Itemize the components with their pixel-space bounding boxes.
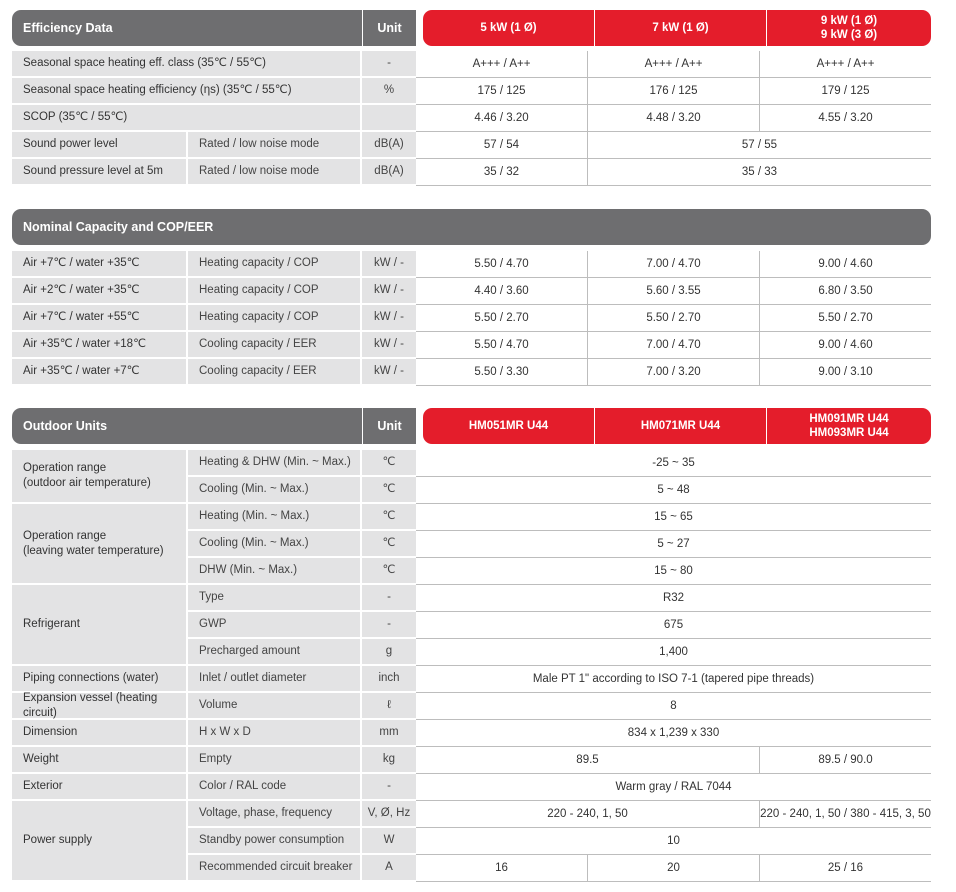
eff-row-unit: [362, 132, 416, 159]
outdoor-row-sublabel-text: Standby power consumption: [199, 834, 345, 846]
outdoor-row-unit-text: kg: [382, 753, 396, 765]
outdoor-row-13-value: [416, 774, 931, 801]
outdoor-row-unit: [362, 612, 416, 639]
outdoor-group-label: [12, 450, 188, 504]
unit-column-header: Unit: [362, 408, 416, 444]
outdoor-row-sublabel-text: Empty: [199, 753, 232, 765]
outdoor-row-2-value: [416, 477, 931, 504]
outdoor-row-1-value-text: -25 ~ 35: [652, 456, 695, 469]
outdoor-row-9-value-text: Male PT 1" according to ISO 7-1 (tapered pipe threads): [532, 672, 815, 685]
outdoor-row-sublabel: [188, 720, 362, 747]
nominal-row-4-value-1-text: 5.50 / 4.70: [474, 338, 529, 351]
outdoor-row-1-value: [416, 450, 931, 477]
nominal-row-2-value-3: [759, 278, 931, 305]
nominal-row-sublabel: [188, 305, 362, 332]
eff-row-label-text: SCOP (35℃ / 55℃): [23, 111, 128, 123]
eff-row-3-value-2-text: 4.48 / 3.20: [646, 111, 701, 124]
outdoor-row-unit-text: ℃: [382, 537, 396, 549]
eff-row-unit-text: dB(A): [374, 138, 404, 150]
nominal-row-sublabel: [188, 251, 362, 278]
outdoor-group-label: [12, 504, 188, 585]
outdoor-row-unit: [362, 774, 416, 801]
outdoor-row-unit-text: ℓ: [387, 699, 391, 711]
nominal-row-sublabel-text: Heating capacity / COP: [199, 311, 319, 323]
outdoor-row-sublabel: [188, 504, 362, 531]
nominal-row-sublabel: [188, 332, 362, 359]
outdoor-row-6-value: [416, 585, 931, 612]
nominal-row-label-text: Air +35℃ / water +7℃: [23, 365, 140, 377]
outdoor-row-unit: [362, 639, 416, 666]
outdoor-row-7-value-text: 675: [663, 618, 684, 631]
eff-row-3-value-1-text: 4.46 / 3.20: [474, 111, 529, 124]
outdoor-row-14-value-2: [759, 801, 931, 828]
section-title: Outdoor Units: [23, 419, 108, 433]
nominal-row-unit-text: kW / -: [373, 284, 405, 296]
outdoor-row-sublabel-text: Recommended circuit breaker: [199, 861, 353, 873]
eff-row-3-value-2: [587, 105, 759, 132]
nominal-row-2-value-1: [416, 278, 587, 305]
outdoor-row-unit: [362, 720, 416, 747]
outdoor-row-sublabel-text: Type: [199, 591, 224, 603]
efficiency-section: [12, 10, 931, 190]
nominal-row-label-text: Air +2℃ / water +35℃: [23, 284, 140, 296]
eff-row-unit-text: %: [383, 84, 395, 96]
nominal-row-3-value-3: [759, 305, 931, 332]
nominal-row-label-text: Air +35℃ / water +18℃: [23, 338, 146, 350]
outdoor-row-unit: [362, 801, 416, 828]
nominal-row-label: [12, 332, 188, 359]
eff-row-1-value-2: [587, 51, 759, 78]
outdoor-group-label: [12, 801, 188, 882]
outdoor-row-11-value-text: 834 x 1,239 x 330: [627, 726, 720, 739]
eff-row-2-value-2-text: 176 / 125: [649, 84, 698, 97]
nominal-row-label: [12, 359, 188, 386]
model-header-bar: [423, 10, 931, 46]
outdoor-row-sublabel: [188, 666, 362, 693]
eff-row-3-value-1: [416, 105, 587, 132]
eff-row-2-value-1-text: 175 / 125: [477, 84, 526, 97]
outdoor-row-unit: [362, 504, 416, 531]
outdoor-row-sublabel: [188, 612, 362, 639]
nominal-row-3-value-2: [587, 305, 759, 332]
nominal-row-sublabel-text: Heating capacity / COP: [199, 284, 319, 296]
outdoor-row-sublabel: [188, 531, 362, 558]
outdoor-row-sublabel: [188, 477, 362, 504]
outdoor-row-sublabel-text: H x W x D: [199, 726, 251, 738]
outdoor-group-label-text: Weight: [23, 753, 59, 765]
eff-row-2-value-3: [759, 78, 931, 105]
eff-row-5-value-2-text: 35 / 33: [741, 165, 778, 178]
outdoor-row-sublabel-text: Color / RAL code: [199, 780, 287, 792]
outdoor-group-label: [12, 747, 188, 774]
outdoor-row-unit: [362, 747, 416, 774]
eff-row-1-value-2-text: A+++ / A++: [644, 57, 703, 70]
eff-row-unit-text: dB(A): [374, 165, 404, 177]
outdoor-row-unit: [362, 666, 416, 693]
outdoor-group-label-text: Dimension: [23, 726, 78, 738]
outdoor-group-label-text: Refrigerant: [23, 618, 80, 630]
eff-row-label: [12, 159, 188, 186]
model-header-1: HM051MR U44: [468, 420, 549, 432]
outdoor-group-label-text: Operation range (outdoor air temperature): [23, 462, 151, 489]
outdoor-group-label-text: Power supply: [23, 834, 93, 846]
outdoor-row-7-value: [416, 612, 931, 639]
outdoor-row-sublabel-text: Heating & DHW (Min. ~ Max.): [199, 456, 351, 468]
outdoor-group-label: [12, 720, 188, 747]
nominal-row-4-value-3-text: 9.00 / 4.60: [818, 338, 873, 351]
outdoor-row-5-value: [416, 558, 931, 585]
eff-row-unit: [362, 159, 416, 186]
outdoor-row-2-value-text: 5 ~ 48: [657, 483, 690, 496]
nominal-row-unit: [362, 278, 416, 305]
outdoor-row-14-value-1: [416, 801, 759, 828]
nominal-row-unit: [362, 305, 416, 332]
eff-row-4-value-2-text: 57 / 55: [741, 138, 778, 151]
nominal-row-unit: [362, 251, 416, 278]
outdoor-row-5-value-text: 15 ~ 80: [654, 564, 693, 577]
outdoor-row-sublabel: [188, 558, 362, 585]
outdoor-row-sublabel: [188, 693, 362, 720]
nominal-row-label-text: Air +7℃ / water +35℃: [23, 257, 140, 269]
nominal-row-4-value-1: [416, 332, 587, 359]
nominal-row-3-value-1: [416, 305, 587, 332]
outdoor-row-12-value-2: [759, 747, 931, 774]
outdoor-group-label: [12, 585, 188, 666]
outdoor-row-unit-text: W: [383, 834, 395, 846]
outdoor-row-unit: [362, 477, 416, 504]
outdoor-row-10-value: [416, 693, 931, 720]
nominal-row-sublabel-text: Cooling capacity / EER: [199, 365, 317, 377]
eff-row-4-value-1-text: 57 / 54: [483, 138, 520, 151]
outdoor-row-unit: [362, 828, 416, 855]
section-header: [12, 408, 931, 444]
outdoor-row-16-value-2-text: 20: [667, 861, 680, 874]
outdoor-row-12-value-1: [416, 747, 759, 774]
nominal-row-unit-text: kW / -: [373, 338, 405, 350]
header-bar: [12, 408, 416, 444]
eff-row-unit: [362, 78, 416, 105]
eff-row-1-value-3-text: A+++ / A++: [816, 57, 875, 70]
outdoor-row-unit: [362, 585, 416, 612]
outdoor-row-sublabel-text: Cooling (Min. ~ Max.): [199, 483, 309, 495]
outdoor-row-11-value: [416, 720, 931, 747]
outdoor-row-unit: [362, 558, 416, 585]
outdoor-group-label-text: Piping connections (water): [23, 672, 159, 684]
eff-row-2-value-1: [416, 78, 587, 105]
outdoor-row-sublabel-text: Heating (Min. ~ Max.): [199, 510, 310, 522]
nominal-row-5-value-2: [587, 359, 759, 386]
nominal-row-3-value-3-text: 5.50 / 2.70: [818, 311, 873, 324]
eff-row-1-value-1: [416, 51, 587, 78]
nominal-row-5-value-2-text: 7.00 / 3.20: [646, 365, 701, 378]
eff-row-sublabel-text: Rated / low noise mode: [199, 138, 320, 150]
eff-row-sublabel: [188, 159, 362, 186]
nominal-row-label-text: Air +7℃ / water +55℃: [23, 311, 140, 323]
outdoor-row-unit-text: inch: [378, 672, 400, 684]
unit-column-header: Unit: [362, 10, 416, 46]
eff-row-label-text: Sound power level: [23, 138, 118, 150]
nominal-row-3-value-2-text: 5.50 / 2.70: [646, 311, 701, 324]
eff-row-1-value-1-text: A+++ / A++: [472, 57, 531, 70]
outdoor-group-label-text: Operation range (leaving water temperature): [23, 529, 164, 557]
model-header-3: 9 kW (1 Ø) 9 kW (3 Ø): [766, 10, 931, 46]
outdoor-row-9-value: [416, 666, 931, 693]
eff-row-4-value-2: [587, 132, 931, 159]
outdoor-row-sublabel-text: Precharged amount: [199, 645, 301, 657]
outdoor-row-13-value-text: Warm gray / RAL 7044: [615, 780, 732, 793]
outdoor-row-16-value-3: [759, 855, 931, 882]
eff-row-1-value-3: [759, 51, 931, 78]
eff-row-label: [12, 51, 362, 78]
model-header-bar: [423, 408, 931, 444]
nominal-row-sublabel: [188, 278, 362, 305]
outdoor-row-unit-text: V, Ø, Hz: [367, 807, 411, 819]
eff-row-label: [12, 78, 362, 105]
nominal-row-1-value-2-text: 7.00 / 4.70: [646, 257, 701, 270]
eff-row-label: [12, 132, 188, 159]
outdoor-row-15-value: [416, 828, 931, 855]
nominal-row-4-value-2-text: 7.00 / 4.70: [646, 338, 701, 351]
nominal-row-label: [12, 278, 188, 305]
eff-row-label: [12, 105, 362, 132]
outdoor-row-sublabel: [188, 801, 362, 828]
nominal-row-unit: [362, 359, 416, 386]
model-header-2: 7 kW (1 Ø): [594, 10, 766, 46]
outdoor-row-sublabel: [188, 585, 362, 612]
outdoor-group-label: [12, 666, 188, 693]
outdoor-row-sublabel-text: Inlet / outlet diameter: [199, 672, 307, 684]
model-header-1: 5 kW (1 Ø): [480, 22, 537, 34]
outdoor-row-sublabel: [188, 747, 362, 774]
section-title: Nominal Capacity and COP/EER: [23, 220, 214, 234]
outdoor-row-sublabel: [188, 828, 362, 855]
outdoor-units-section: [12, 408, 931, 888]
outdoor-row-3-value-text: 15 ~ 65: [654, 510, 693, 523]
outdoor-row-12-value-2-text: 89.5 / 90.0: [818, 753, 873, 766]
nominal-row-5-value-3: [759, 359, 931, 386]
nominal-row-unit-text: kW / -: [373, 365, 405, 377]
outdoor-row-unit-text: -: [387, 591, 391, 603]
eff-row-unit: [362, 105, 416, 132]
nominal-row-label: [12, 305, 188, 332]
nominal-row-1-value-3-text: 9.00 / 4.60: [818, 257, 873, 270]
outdoor-row-16-value-3-text: 25 / 16: [827, 861, 864, 874]
outdoor-row-unit: [362, 855, 416, 882]
eff-row-3-value-3-text: 4.55 / 3.20: [818, 111, 873, 124]
outdoor-row-unit-text: -: [387, 618, 391, 630]
outdoor-row-sublabel: [188, 639, 362, 666]
outdoor-row-3-value: [416, 504, 931, 531]
outdoor-row-unit-text: mm: [379, 726, 399, 738]
outdoor-row-unit-text: A: [385, 861, 393, 873]
eff-row-5-value-1-text: 35 / 32: [483, 165, 520, 178]
outdoor-row-14-value-2-text: 220 - 240, 1, 50 / 380 - 415, 3, 50: [760, 807, 931, 820]
eff-row-4-value-1: [416, 132, 587, 159]
nominal-row-2-value-3-text: 6.80 / 3.50: [818, 284, 873, 297]
nominal-row-2-value-2-text: 5.60 / 3.55: [646, 284, 701, 297]
outdoor-row-6-value-text: R32: [662, 591, 685, 604]
outdoor-row-sublabel: [188, 774, 362, 801]
outdoor-row-unit: [362, 450, 416, 477]
outdoor-row-unit-text: ℃: [382, 564, 396, 576]
outdoor-row-sublabel-text: GWP: [199, 618, 227, 630]
nominal-row-sublabel-text: Cooling capacity / EER: [199, 338, 317, 350]
nominal-capacity-section: [12, 209, 931, 389]
nominal-row-sublabel-text: Heating capacity / COP: [199, 257, 319, 269]
nominal-row-4-value-2: [587, 332, 759, 359]
nominal-row-3-value-1-text: 5.50 / 2.70: [474, 311, 529, 324]
outdoor-row-unit-text: ℃: [382, 456, 396, 468]
section-header: [12, 10, 931, 46]
nominal-row-label: [12, 251, 188, 278]
eff-row-2-value-2: [587, 78, 759, 105]
outdoor-row-14-value-1-text: 220 - 240, 1, 50: [547, 807, 628, 820]
outdoor-row-sublabel-text: Volume: [199, 699, 238, 711]
outdoor-row-16-value-2: [587, 855, 759, 882]
outdoor-row-12-value-1-text: 89.5: [576, 753, 599, 766]
outdoor-row-16-value-1-text: 16: [495, 861, 508, 874]
outdoor-row-sublabel: [188, 855, 362, 882]
eff-row-5-value-2: [587, 159, 931, 186]
eff-row-label-text: Seasonal space heating eff. class (35℃ / 55℃): [23, 57, 266, 69]
outdoor-group-label: [12, 774, 188, 801]
outdoor-row-unit-text: ℃: [382, 510, 396, 522]
eff-row-unit-text: -: [387, 57, 391, 69]
outdoor-row-8-value: [416, 639, 931, 666]
nominal-row-unit-text: kW / -: [373, 257, 405, 269]
outdoor-row-unit: [362, 693, 416, 720]
eff-row-2-value-3-text: 179 / 125: [821, 84, 870, 97]
outdoor-row-4-value: [416, 531, 931, 558]
eff-row-sublabel: [188, 132, 362, 159]
nominal-row-2-value-2: [587, 278, 759, 305]
eff-row-3-value-3: [759, 105, 931, 132]
outdoor-row-sublabel-text: DHW (Min. ~ Max.): [199, 564, 298, 576]
nominal-row-1-value-2: [587, 251, 759, 278]
eff-row-label-text: Sound pressure level at 5m: [23, 165, 163, 177]
eff-row-label-text: Seasonal space heating efficiency (ηs) (35℃ / 55℃): [23, 84, 292, 96]
outdoor-row-unit-text: -: [387, 780, 391, 792]
section-header: [12, 209, 931, 245]
nominal-row-unit-text: kW / -: [373, 311, 405, 323]
outdoor-row-unit: [362, 531, 416, 558]
nominal-row-2-value-1-text: 4.40 / 3.60: [474, 284, 529, 297]
outdoor-row-10-value-text: 8: [670, 699, 677, 712]
nominal-row-5-value-1-text: 5.50 / 3.30: [474, 365, 529, 378]
header-bar: [12, 10, 416, 46]
nominal-row-5-value-3-text: 9.00 / 3.10: [818, 365, 873, 378]
outdoor-row-sublabel-text: Voltage, phase, frequency: [199, 807, 332, 819]
outdoor-row-15-value-text: 10: [667, 834, 680, 847]
eff-row-unit: [362, 51, 416, 78]
eff-row-5-value-1: [416, 159, 587, 186]
outdoor-row-16-value-1: [416, 855, 587, 882]
nominal-row-1-value-1: [416, 251, 587, 278]
model-header-3: HM091MR U44 HM093MR U44: [766, 408, 931, 444]
outdoor-group-label-text: Exterior: [23, 780, 63, 792]
outdoor-row-unit-text: ℃: [382, 483, 396, 495]
outdoor-row-sublabel-text: Cooling (Min. ~ Max.): [199, 537, 309, 549]
nominal-row-1-value-3: [759, 251, 931, 278]
outdoor-row-8-value-text: 1,400: [659, 645, 688, 658]
outdoor-group-label: [12, 693, 188, 720]
outdoor-group-label-text: Expansion vessel (heating circuit): [23, 691, 158, 719]
nominal-row-5-value-1: [416, 359, 587, 386]
outdoor-row-4-value-text: 5 ~ 27: [657, 537, 690, 550]
model-header-2: HM071MR U44: [594, 408, 766, 444]
header-bar: [12, 209, 931, 245]
eff-row-sublabel-text: Rated / low noise mode: [199, 165, 320, 177]
nominal-row-1-value-1-text: 5.50 / 4.70: [474, 257, 529, 270]
nominal-row-4-value-3: [759, 332, 931, 359]
nominal-row-sublabel: [188, 359, 362, 386]
nominal-row-unit: [362, 332, 416, 359]
outdoor-row-unit-text: g: [385, 645, 393, 657]
outdoor-row-sublabel: [188, 450, 362, 477]
section-title: Efficiency Data: [23, 21, 113, 35]
